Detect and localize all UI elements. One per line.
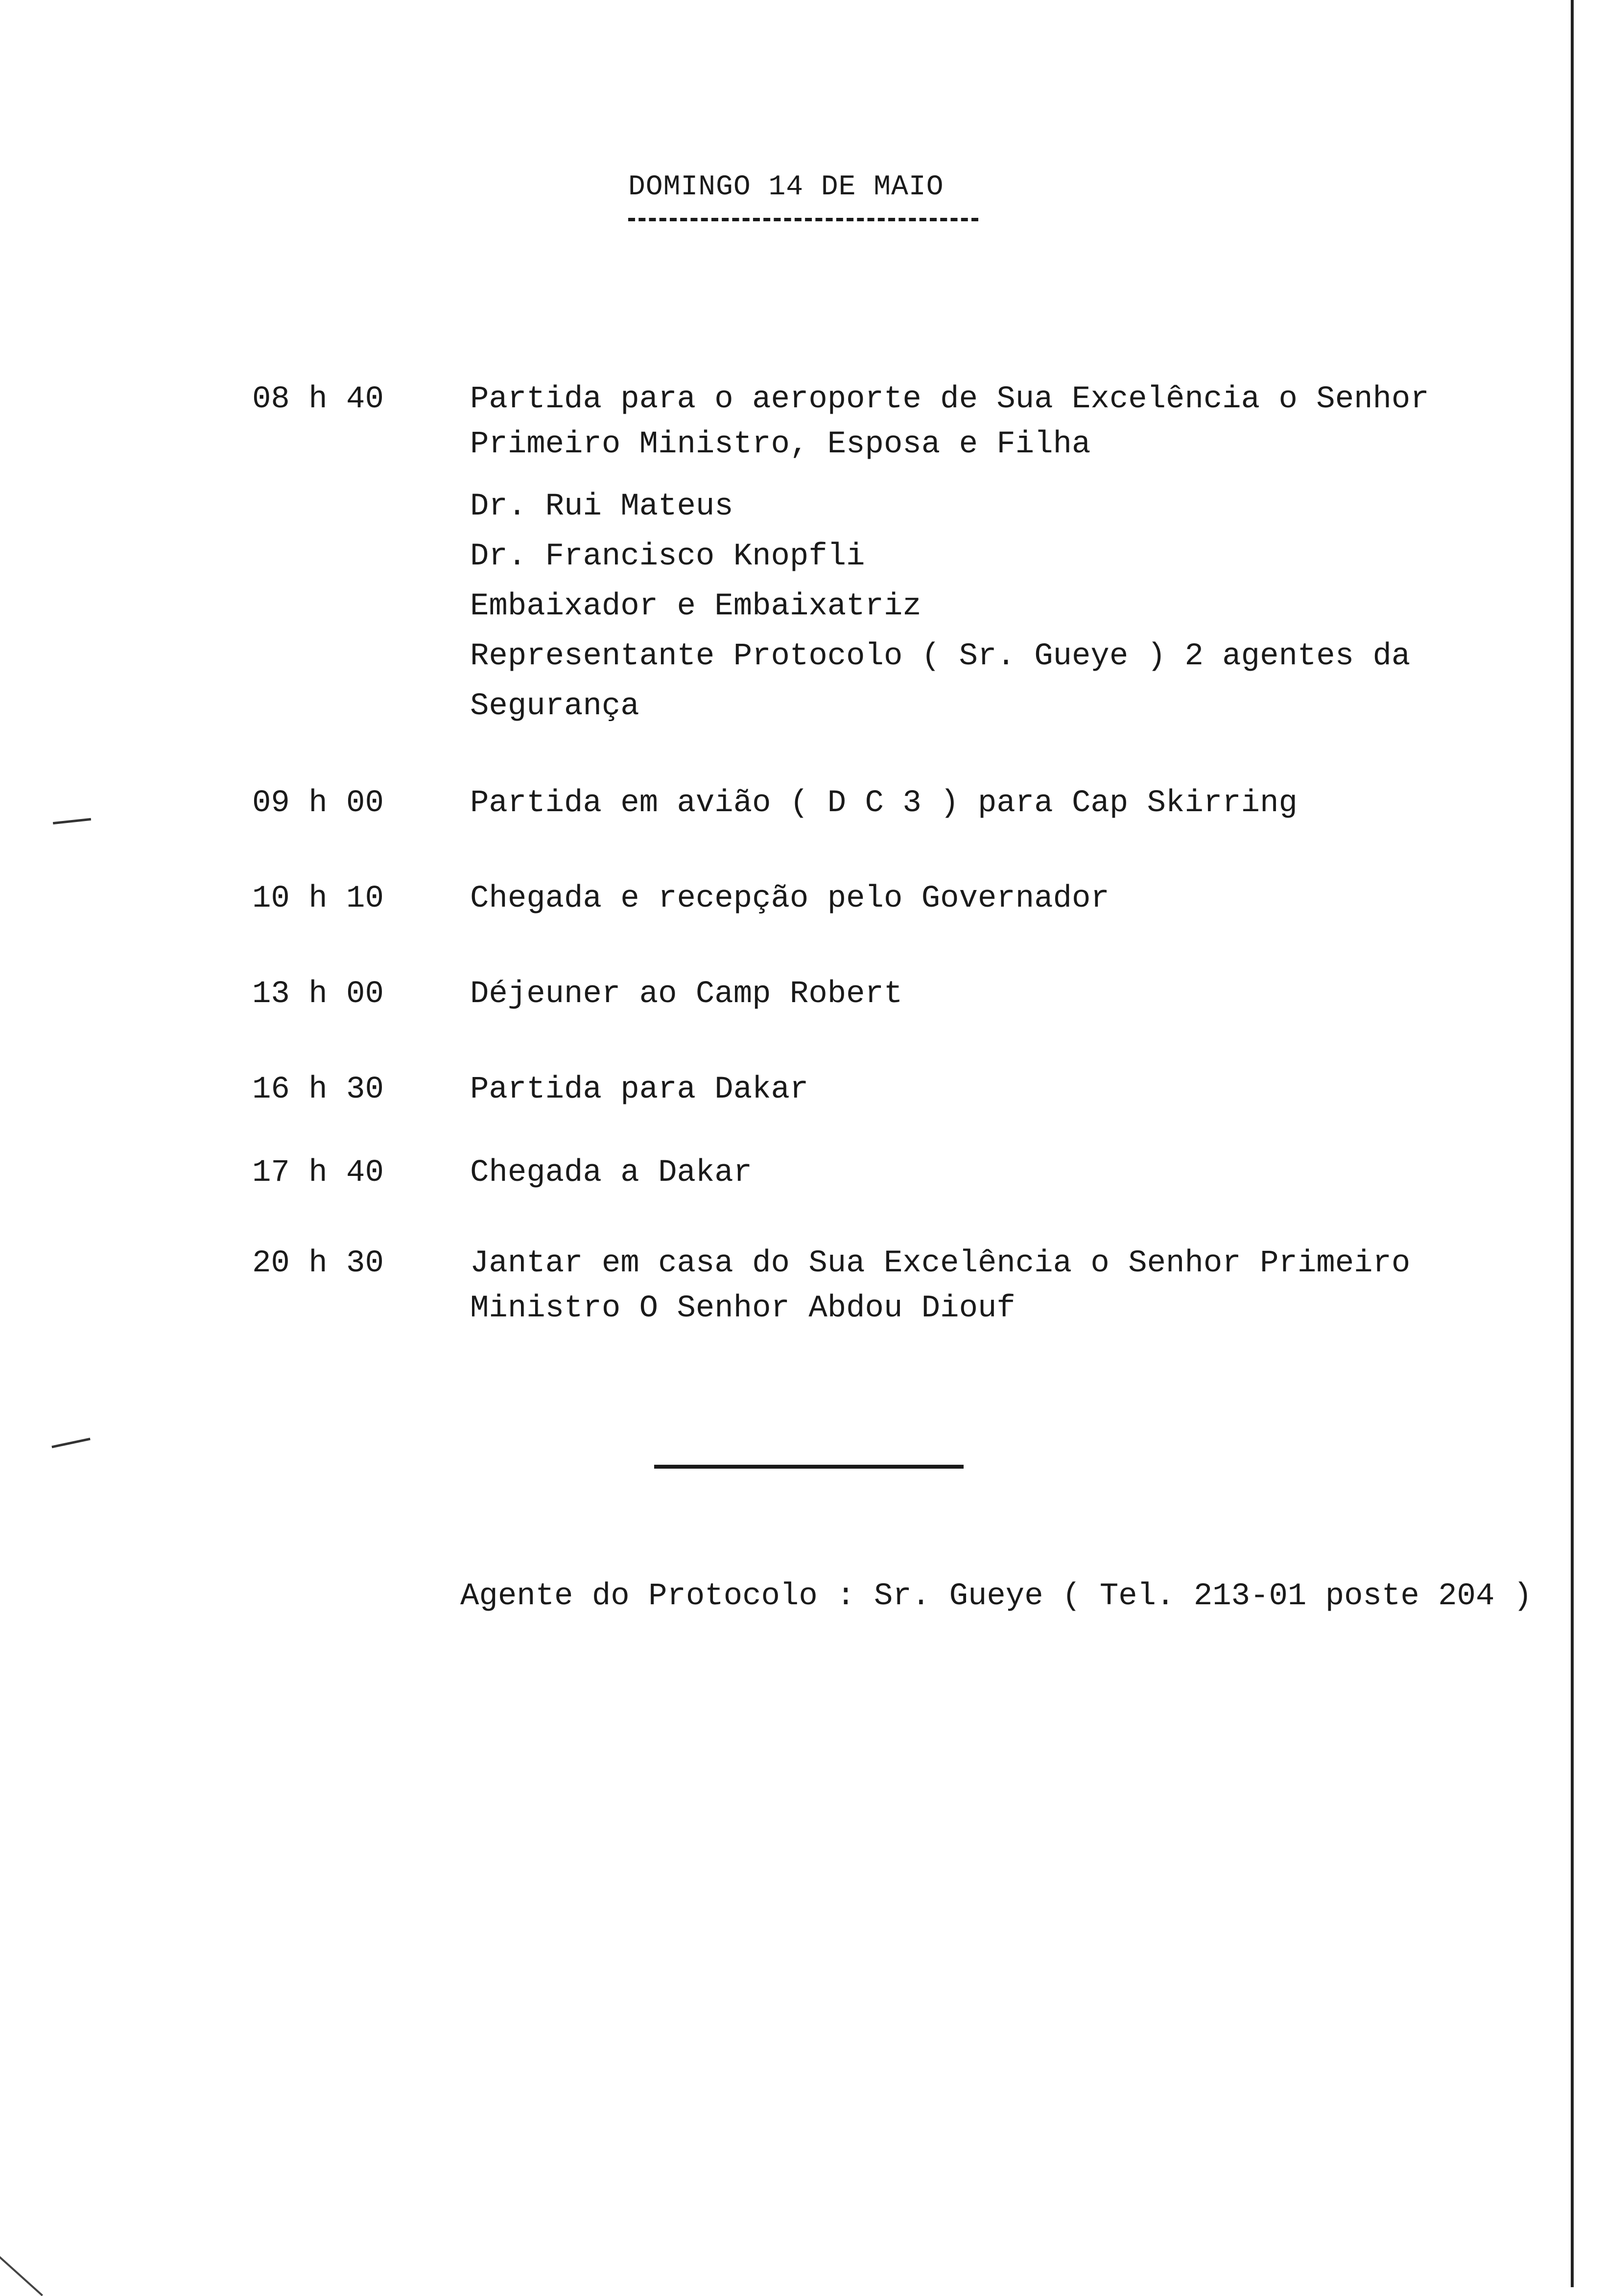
entry-line: Chegada a Dakar: [470, 1155, 753, 1191]
schedule-entry: [252, 781, 1506, 826]
entry-description: [470, 1067, 1506, 1112]
schedule-entry: [252, 972, 1506, 1017]
title-underline: [628, 218, 978, 221]
schedule-entry: [252, 1241, 1506, 1331]
entourage-item: Segurança: [470, 689, 639, 724]
entry-time: 16 h 30: [252, 1072, 384, 1107]
entry-description: [470, 972, 1506, 1017]
entourage-item: Dr. Francisco Knopfli: [470, 539, 865, 574]
protocol-agent-note: Agente do Protocolo : Sr. Gueye ( Tel. 213-01 poste 204 ): [460, 1579, 1533, 1614]
schedule-entry: [252, 876, 1506, 921]
entry-line: Jantar em casa do Sua Excelência o Senhor Primeiro: [470, 1246, 1411, 1281]
entry-description: [470, 377, 1506, 731]
scan-corner-stroke: [0, 2252, 43, 2296]
page-title: DOMINGO 14 DE MAIO: [628, 171, 944, 203]
entry-description: [470, 1241, 1506, 1331]
entry-description: [470, 1150, 1506, 1195]
entry-line: Partida para o aeroporte de Sua Excelência o Senhor: [470, 382, 1429, 417]
separator-line: [654, 1465, 964, 1469]
entry-line: Ministro O Senhor Abdou Diouf: [470, 1291, 1016, 1326]
entry-time: 17 h 40: [252, 1155, 384, 1191]
entry-line: Chegada e recepção pelo Governador: [470, 881, 1110, 916]
scan-edge-line: [1571, 0, 1574, 2287]
entourage-item: Dr. Rui Mateus: [470, 489, 733, 524]
schedule-entry: [252, 1067, 1506, 1112]
entry-time: 10 h 10: [252, 881, 384, 916]
entourage-list: [470, 482, 1506, 731]
schedule-entry: [252, 377, 1506, 731]
entry-line: Partida em avião ( D C 3 ) para Cap Skirring: [470, 786, 1298, 821]
entry-time: 09 h 00: [252, 786, 384, 821]
entry-time: 08 h 40: [252, 382, 384, 417]
entourage-item: Embaixador e Embaixatriz: [470, 589, 921, 624]
entourage-item: Representante Protocolo ( Sr. Gueye ) 2 agentes da: [470, 639, 1411, 674]
scan-mark: [51, 1438, 90, 1449]
schedule-entry: [252, 1150, 1506, 1195]
entry-time: 13 h 00: [252, 977, 384, 1012]
entry-description: [470, 876, 1506, 921]
entry-line: Primeiro Ministro, Esposa e Filha: [470, 427, 1091, 462]
entry-line: Déjeuner ao Camp Robert: [470, 977, 903, 1012]
entry-description: [470, 781, 1506, 826]
entry-line: Partida para Dakar: [470, 1072, 809, 1107]
entry-time: 20 h 30: [252, 1246, 384, 1281]
scan-mark: [53, 818, 91, 824]
